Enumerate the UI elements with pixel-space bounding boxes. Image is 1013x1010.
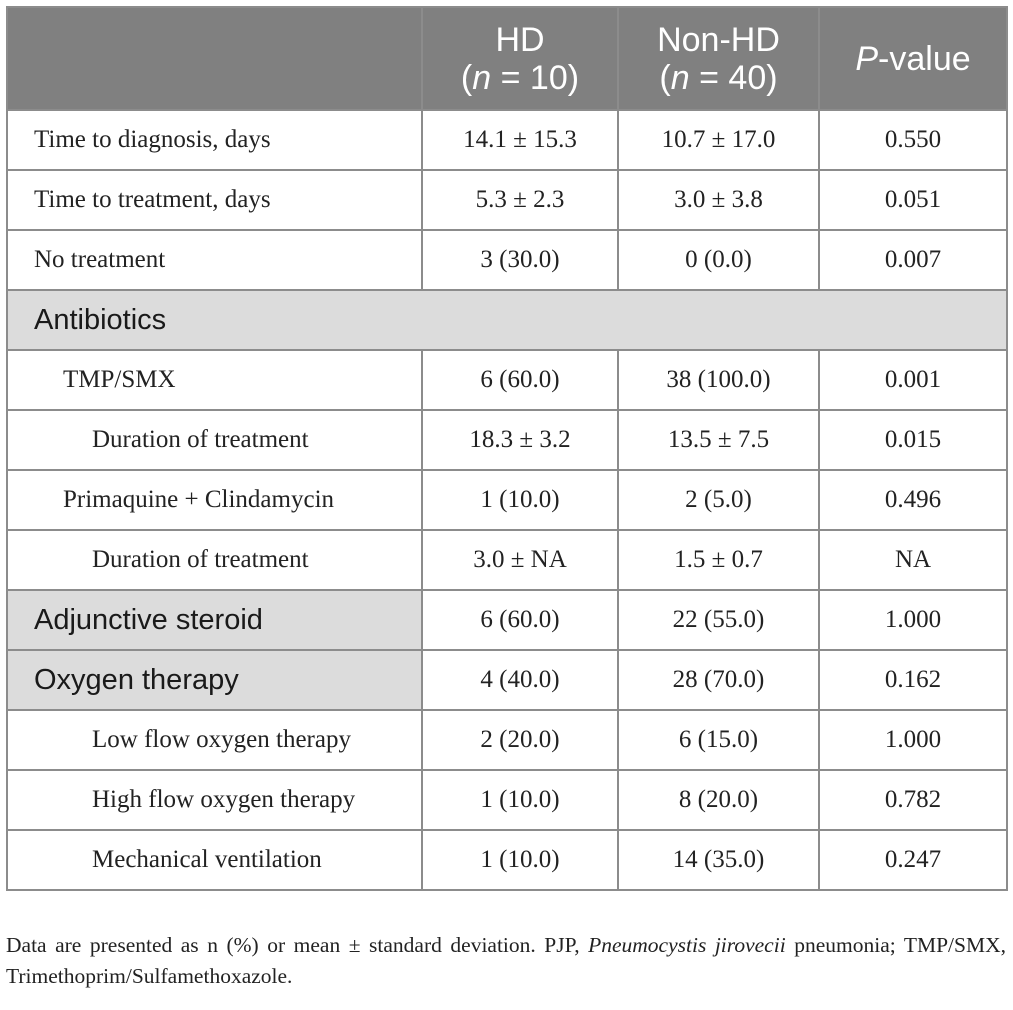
section-heading: Oxygen therapy [7, 650, 422, 710]
hd-value: 14.1 ± 15.3 [422, 110, 618, 170]
header-p-value: P-value [819, 7, 1007, 110]
hd-value: 1 (10.0) [422, 830, 618, 890]
row-label: Duration of treatment [7, 530, 422, 590]
non-hd-value: 1.5 ± 0.7 [618, 530, 819, 590]
table-row [7, 770, 1007, 830]
table-row [7, 830, 1007, 890]
p-value: 0.247 [819, 830, 1007, 890]
table-row [7, 230, 1007, 290]
non-hd-value: 10.7 ± 17.0 [618, 110, 819, 170]
non-hd-value: 28 (70.0) [618, 650, 819, 710]
non-hd-value: 2 (5.0) [618, 470, 819, 530]
section-row-antibiotics [7, 290, 1007, 350]
table-row [7, 470, 1007, 530]
p-value: NA [819, 530, 1007, 590]
p-value: 0.051 [819, 170, 1007, 230]
header-hd-title: HD [495, 20, 545, 59]
p-value: 1.000 [819, 590, 1007, 650]
table-row [7, 410, 1007, 470]
p-value: 0.001 [819, 350, 1007, 410]
p-value: 0.015 [819, 410, 1007, 470]
hd-value: 1 (10.0) [422, 470, 618, 530]
header-non-hd-count: (n = 40) [659, 58, 778, 97]
hd-value: 4 (40.0) [422, 650, 618, 710]
row-label: Duration of treatment [7, 410, 422, 470]
hd-value: 6 (60.0) [422, 350, 618, 410]
non-hd-value: 3.0 ± 3.8 [618, 170, 819, 230]
section-heading: Adjunctive steroid [7, 590, 422, 650]
row-label: No treatment [7, 230, 422, 290]
header-non-hd [618, 7, 819, 110]
header-non-hd-title: Non-HD [657, 20, 780, 59]
treatment-comparison-table [6, 6, 1008, 891]
hd-value: 3.0 ± NA [422, 530, 618, 590]
footnote-species-name: Pneumocystis jirovecii [588, 933, 786, 957]
row-label: Mechanical ventilation [7, 830, 422, 890]
header-blank [7, 7, 422, 110]
table-row [7, 170, 1007, 230]
table-header-row [7, 7, 1007, 110]
row-label: High flow oxygen therapy [7, 770, 422, 830]
hd-value: 18.3 ± 3.2 [422, 410, 618, 470]
results-table-container [6, 6, 1006, 891]
p-value: 0.162 [819, 650, 1007, 710]
table-footnote: Data are presented as n (%) or mean ± standard deviation. PJP, Pneumocystis jirovecii pneumonia; TMP/SMX, Trimethoprim/Sulfamethoxazole. [6, 933, 1007, 988]
row-label: TMP/SMX [7, 350, 422, 410]
non-hd-value: 22 (55.0) [618, 590, 819, 650]
row-label: Time to diagnosis, days [7, 110, 422, 170]
hd-value: 6 (60.0) [422, 590, 618, 650]
table-row [7, 350, 1007, 410]
hd-value: 2 (20.0) [422, 710, 618, 770]
p-value: 1.000 [819, 710, 1007, 770]
table-row [7, 710, 1007, 770]
table-row [7, 110, 1007, 170]
p-value: 0.007 [819, 230, 1007, 290]
section-heading: Antibiotics [7, 290, 1007, 350]
non-hd-value: 6 (15.0) [618, 710, 819, 770]
hd-value: 3 (30.0) [422, 230, 618, 290]
row-label: Primaquine + Clindamycin [7, 470, 422, 530]
non-hd-value: 14 (35.0) [618, 830, 819, 890]
hd-value: 1 (10.0) [422, 770, 618, 830]
header-hd-count: (n = 10) [460, 58, 580, 97]
non-hd-value: 38 (100.0) [618, 350, 819, 410]
non-hd-value: 0 (0.0) [618, 230, 819, 290]
row-label: Low flow oxygen therapy [7, 710, 422, 770]
p-value: 0.550 [819, 110, 1007, 170]
non-hd-value: 13.5 ± 7.5 [618, 410, 819, 470]
table-row [7, 590, 1007, 650]
row-label: Time to treatment, days [7, 170, 422, 230]
p-value: 0.496 [819, 470, 1007, 530]
table-row [7, 650, 1007, 710]
table-row [7, 530, 1007, 590]
header-hd [422, 7, 618, 110]
hd-value: 5.3 ± 2.3 [422, 170, 618, 230]
non-hd-value: 8 (20.0) [618, 770, 819, 830]
p-value: 0.782 [819, 770, 1007, 830]
